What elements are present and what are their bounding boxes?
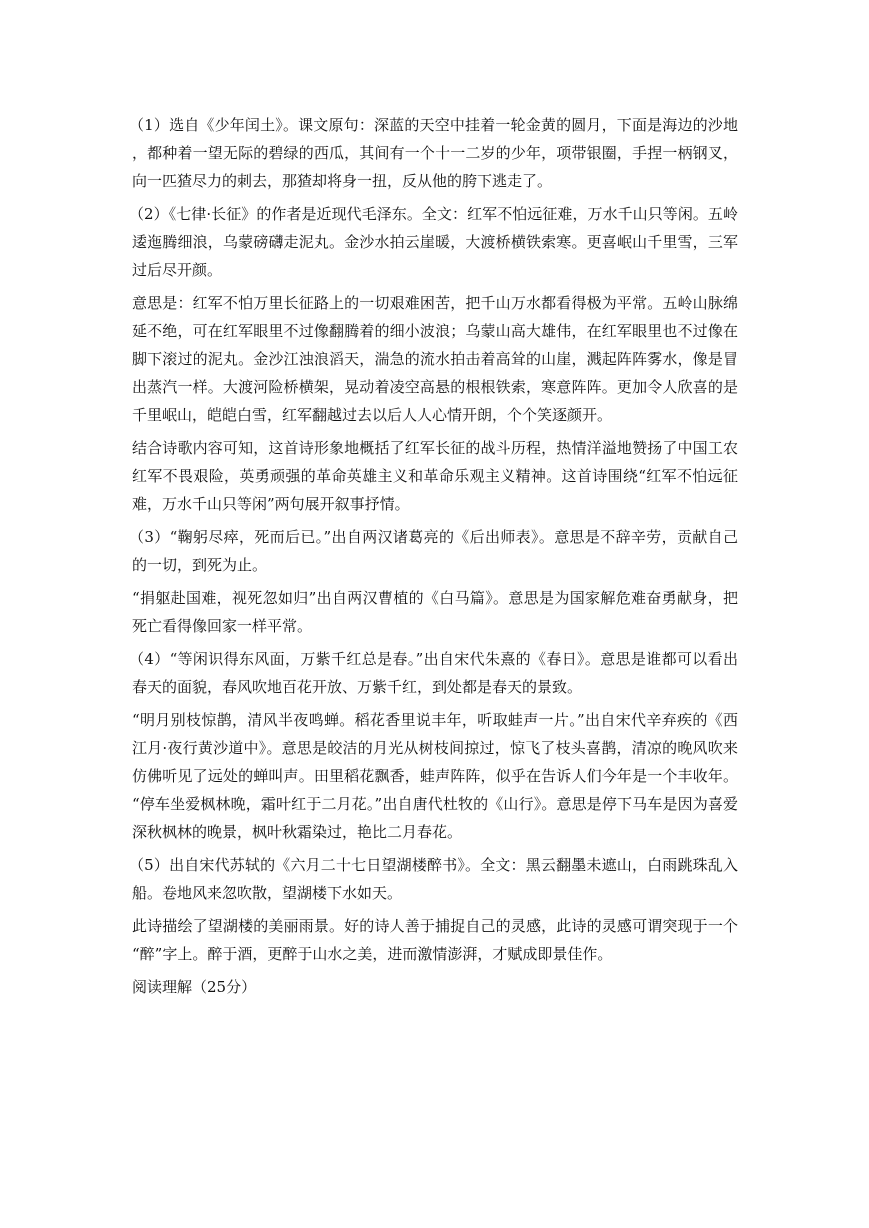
answer-paragraph-1: （1）选自《少年闰土》。课文原句：深蓝的天空中挂着一轮金黄的圆月，下面是海边的沙地，都种着一望无际的碧绿的西瓜，其间有一个十一二岁的少年，项带银圈，手捏一柄钢叉，向一匹猹尽力的刺去，那猹却将身一扭，反从他的胯下逃走了。 bbox=[129, 116, 738, 190]
answer-paragraph-5: （3）“鞠躬尽瘁，死而后已。”出自两汉诸葛亮的《后出师表》。意思是不辞辛劳，贡献自己的一切，到死为止。 bbox=[129, 528, 738, 574]
answer-paragraph-4: 结合诗歌内容可知，这首诗形象地概括了红军长征的战斗历程，热情洋溢地赞扬了中国工农红军不畏艰险，英勇顽强的革命英雄主义和革命乐观主义精神。这首诗围绕“红军不怕远征难，万水千山只等闲”两句展开叙事抒情。 bbox=[132, 439, 738, 513]
section-heading: 阅读理解（25分） bbox=[132, 978, 257, 996]
answer-paragraph-6: “捐躯赴国难，视死忽如归”出自两汉曹植的《白马篇》。意思是为国家解危难奋勇献身，把死亡看得像回家一样平常。 bbox=[132, 589, 738, 635]
document-page bbox=[129, 111, 738, 1006]
answer-paragraph-10: 此诗描绘了望湖楼的美丽雨景。好的诗人善于捕捉自己的灵感，此诗的灵感可谓突现于一个“醉”字上。醉于酒，更醉于山水之美，进而激情澎湃，才赋成即景佳作。 bbox=[132, 917, 738, 963]
answer-paragraph-9: （5）出自宋代苏轼的《六月二十七日望湖楼醉书》。全文：黑云翻墨未遮山，白雨跳珠乱入船。卷地风来忽吹散，望湖楼下水如天。 bbox=[129, 856, 738, 902]
answer-paragraph-3: 意思是：红军不怕万里长征路上的一切艰难困苦，把千山万水都看得极为平常。五岭山脉绵延不绝，可在红军眼里不过像翻腾着的细小波浪；乌蒙山高大雄伟，在红军眼里也不过像在脚下滚过的泥丸。金沙江浊浪滔天，湍急的流水拍击着高耸的山崖，溅起阵阵雾水，像是冒出蒸汽一样。大渡河险桥横架，晃动着凌空高悬的根根铁索，寒意阵阵。更加令人欣喜的是千里岷山，皑皑白雪，红军翻越过去以后人人心情开朗，个个笑逐颜开。 bbox=[132, 294, 738, 424]
answer-paragraph-8: “明月别枝惊鹊，清风半夜鸣蝉。稻花香里说丰年，听取蛙声一片。”出自宋代辛弃疾的《西江月·夜行黄沙道中》。意思是皎洁的月光从树枝间掠过，惊飞了枝头喜鹊，清凉的晚风吹来仿佛听见了远处的蝉叫声。田里稻花飘香，蛙声阵阵，似乎在告诉人们今年是一个丰收年。“停车坐爱枫林晚，霜叶红于二月花。”出自唐代杜牧的《山行》。意思是停下马车是因为喜爱深秋枫林的晚景，枫叶秋霜染过，艳比二月春花。 bbox=[132, 711, 738, 841]
answer-paragraph-2: （2）《七律·长征》的作者是近现代毛泽东。全文：红军不怕远征难，万水千山只等闲。五岭逶迤腾细浪，乌蒙磅礴走泥丸。金沙水拍云崖暖，大渡桥横铁索寒。更喜岷山千里雪，三军过后尽开颜。 bbox=[129, 205, 738, 279]
answer-paragraph-7: （4）“等闲识得东风面，万紫千红总是春。”出自宋代朱熹的《春日》。意思是谁都可以看出春天的面貌，春风吹地百花开放、万紫千红，到处都是春天的景致。 bbox=[129, 650, 738, 696]
